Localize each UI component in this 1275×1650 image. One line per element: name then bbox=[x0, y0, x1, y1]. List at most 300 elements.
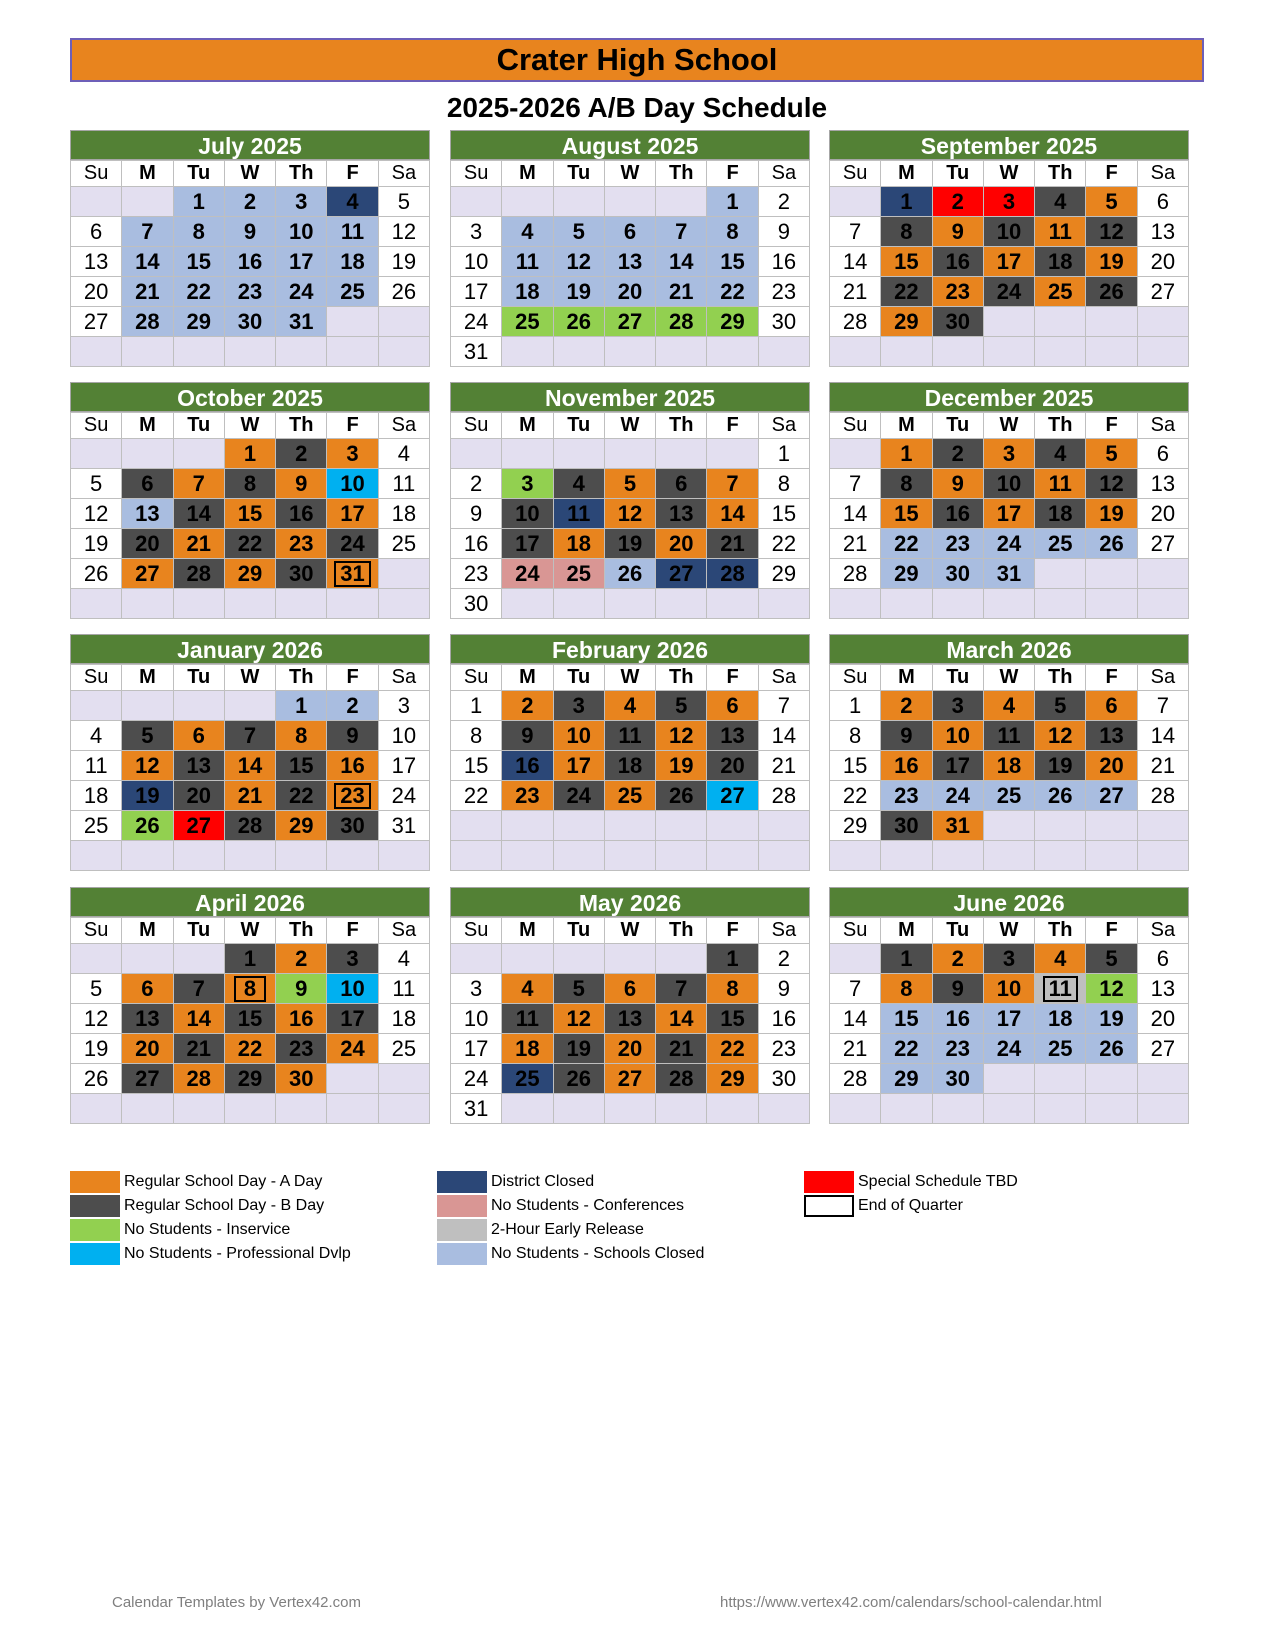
day-cell: 19 bbox=[1035, 751, 1086, 781]
legend-label: 2-Hour Early Release bbox=[491, 1221, 644, 1238]
day-cell: 12 bbox=[1086, 469, 1137, 499]
day-cell: 23 bbox=[758, 277, 809, 307]
day-cell: 4 bbox=[378, 944, 429, 974]
empty-cell bbox=[758, 841, 809, 871]
empty-cell bbox=[224, 337, 275, 367]
empty-cell bbox=[707, 841, 758, 871]
weekday-header: M bbox=[881, 665, 932, 691]
empty-cell bbox=[656, 944, 707, 974]
day-cell: 6 bbox=[1137, 944, 1188, 974]
month-title: June 2026 bbox=[829, 887, 1189, 917]
day-cell: 9 bbox=[881, 721, 932, 751]
school-name: Crater High School bbox=[496, 42, 778, 77]
day-cell: 29 bbox=[224, 559, 275, 589]
weekday-header: F bbox=[1086, 413, 1137, 439]
day-cell: 28 bbox=[758, 781, 809, 811]
empty-cell bbox=[1137, 589, 1188, 619]
weekday-header: F bbox=[327, 161, 378, 187]
day-cell: 20 bbox=[122, 1034, 173, 1064]
weekday-header: Su bbox=[830, 665, 881, 691]
day-cell: 4 bbox=[604, 691, 655, 721]
weekday-header: F bbox=[327, 918, 378, 944]
empty-cell bbox=[932, 841, 983, 871]
legend-label: No Students - Conferences bbox=[491, 1197, 684, 1214]
day-cell: 22 bbox=[224, 529, 275, 559]
empty-cell bbox=[173, 439, 224, 469]
day-cell: 17 bbox=[327, 499, 378, 529]
day-cell: 27 bbox=[707, 781, 758, 811]
legend-item bbox=[804, 1170, 1164, 1194]
weekday-header: Sa bbox=[1137, 918, 1188, 944]
day-cell: 20 bbox=[1137, 1004, 1188, 1034]
day-cell: 13 bbox=[656, 499, 707, 529]
empty-cell bbox=[983, 337, 1034, 367]
day-cell: 27 bbox=[122, 1064, 173, 1094]
day-cell: 23 bbox=[932, 277, 983, 307]
day-cell: 29 bbox=[276, 811, 327, 841]
day-cell: 12 bbox=[71, 499, 122, 529]
empty-cell bbox=[1086, 1094, 1137, 1124]
day-cell: 3 bbox=[983, 944, 1034, 974]
day-cell: 18 bbox=[553, 529, 604, 559]
day-cell: 30 bbox=[327, 811, 378, 841]
day-cell: 15 bbox=[881, 247, 932, 277]
empty-cell bbox=[1137, 811, 1188, 841]
day-cell: 28 bbox=[830, 559, 881, 589]
day-cell: 31 bbox=[451, 337, 502, 367]
weekday-header: Tu bbox=[932, 665, 983, 691]
day-cell: 28 bbox=[1137, 781, 1188, 811]
day-cell: 11 bbox=[1035, 974, 1086, 1004]
day-cell: 3 bbox=[276, 187, 327, 217]
month-title: April 2026 bbox=[70, 887, 430, 917]
day-cell: 29 bbox=[758, 559, 809, 589]
legend-item bbox=[70, 1170, 430, 1194]
day-cell: 13 bbox=[122, 499, 173, 529]
day-cell: 31 bbox=[983, 559, 1034, 589]
day-cell: 17 bbox=[932, 751, 983, 781]
weekday-header: Sa bbox=[1137, 665, 1188, 691]
empty-cell bbox=[451, 841, 502, 871]
day-cell: 8 bbox=[707, 217, 758, 247]
empty-cell bbox=[604, 944, 655, 974]
day-cell: 2 bbox=[881, 691, 932, 721]
day-cell: 14 bbox=[830, 499, 881, 529]
empty-cell bbox=[656, 811, 707, 841]
day-cell: 10 bbox=[932, 721, 983, 751]
empty-cell bbox=[378, 589, 429, 619]
day-cell: 25 bbox=[1035, 529, 1086, 559]
month-grid bbox=[829, 412, 1189, 619]
day-cell: 23 bbox=[502, 781, 553, 811]
day-cell: 6 bbox=[1137, 439, 1188, 469]
empty-cell bbox=[327, 1094, 378, 1124]
day-cell: 15 bbox=[707, 247, 758, 277]
day-cell: 27 bbox=[1137, 1034, 1188, 1064]
day-cell: 19 bbox=[656, 751, 707, 781]
month-grid bbox=[450, 664, 810, 871]
day-cell: 2 bbox=[276, 944, 327, 974]
day-cell: 9 bbox=[502, 721, 553, 751]
day-cell: 29 bbox=[881, 307, 932, 337]
day-cell: 31 bbox=[327, 559, 378, 589]
empty-cell bbox=[881, 841, 932, 871]
weekday-header: Th bbox=[1035, 413, 1086, 439]
weekday-header: M bbox=[502, 413, 553, 439]
month-grid bbox=[450, 412, 810, 619]
empty-cell bbox=[378, 841, 429, 871]
empty-cell bbox=[71, 691, 122, 721]
empty-cell bbox=[604, 811, 655, 841]
day-cell: 11 bbox=[1035, 469, 1086, 499]
day-cell: 7 bbox=[758, 691, 809, 721]
day-cell: 5 bbox=[378, 187, 429, 217]
day-cell: 21 bbox=[173, 1034, 224, 1064]
empty-cell bbox=[1035, 589, 1086, 619]
month-calendar bbox=[70, 634, 430, 871]
legend-swatch bbox=[437, 1171, 487, 1193]
empty-cell bbox=[327, 307, 378, 337]
day-cell: 26 bbox=[1035, 781, 1086, 811]
weekday-header: M bbox=[122, 665, 173, 691]
weekday-header: W bbox=[224, 665, 275, 691]
empty-cell bbox=[656, 1094, 707, 1124]
month-calendar bbox=[829, 887, 1189, 1124]
weekday-header: Th bbox=[1035, 665, 1086, 691]
weekday-header: Su bbox=[71, 413, 122, 439]
empty-cell bbox=[122, 691, 173, 721]
day-cell: 25 bbox=[327, 277, 378, 307]
day-cell: 13 bbox=[173, 751, 224, 781]
day-cell: 26 bbox=[71, 559, 122, 589]
weekday-header: W bbox=[604, 161, 655, 187]
weekday-header: F bbox=[327, 665, 378, 691]
day-cell: 19 bbox=[71, 529, 122, 559]
day-cell: 15 bbox=[173, 247, 224, 277]
day-cell: 12 bbox=[71, 1004, 122, 1034]
day-cell: 20 bbox=[1137, 247, 1188, 277]
weekday-header: M bbox=[122, 918, 173, 944]
empty-cell bbox=[604, 841, 655, 871]
day-cell: 1 bbox=[881, 187, 932, 217]
day-cell: 8 bbox=[224, 469, 275, 499]
empty-cell bbox=[71, 337, 122, 367]
day-cell: 20 bbox=[71, 277, 122, 307]
empty-cell bbox=[707, 811, 758, 841]
day-cell: 27 bbox=[604, 1064, 655, 1094]
day-cell: 2 bbox=[327, 691, 378, 721]
legend-swatch bbox=[804, 1195, 854, 1217]
footer-credit: Calendar Templates by Vertex42.com bbox=[112, 1594, 362, 1611]
day-cell: 24 bbox=[276, 277, 327, 307]
legend-column-1 bbox=[70, 1170, 430, 1266]
day-cell: 14 bbox=[1137, 721, 1188, 751]
weekday-header: Tu bbox=[553, 665, 604, 691]
empty-cell bbox=[1137, 559, 1188, 589]
empty-cell bbox=[224, 589, 275, 619]
empty-cell bbox=[1086, 337, 1137, 367]
month-title: January 2026 bbox=[70, 634, 430, 664]
day-cell: 17 bbox=[451, 277, 502, 307]
day-cell: 8 bbox=[830, 721, 881, 751]
day-cell: 18 bbox=[983, 751, 1034, 781]
empty-cell bbox=[276, 589, 327, 619]
weekday-header: M bbox=[502, 918, 553, 944]
day-cell: 2 bbox=[758, 187, 809, 217]
day-cell: 30 bbox=[932, 559, 983, 589]
day-cell: 21 bbox=[830, 1034, 881, 1064]
day-cell: 10 bbox=[276, 217, 327, 247]
day-cell: 14 bbox=[656, 247, 707, 277]
empty-cell bbox=[378, 307, 429, 337]
day-cell: 8 bbox=[881, 217, 932, 247]
empty-cell bbox=[707, 439, 758, 469]
footer-url: https://www.vertex42.com/calendars/school-calendar.html bbox=[720, 1594, 1102, 1611]
empty-cell bbox=[1137, 337, 1188, 367]
day-cell: 28 bbox=[656, 307, 707, 337]
weekday-header: F bbox=[1086, 918, 1137, 944]
weekday-header: W bbox=[983, 413, 1034, 439]
empty-cell bbox=[604, 337, 655, 367]
month-grid bbox=[450, 917, 810, 1124]
weekday-header: Su bbox=[451, 161, 502, 187]
day-cell: 31 bbox=[451, 1094, 502, 1124]
day-cell: 14 bbox=[656, 1004, 707, 1034]
month-title: July 2025 bbox=[70, 130, 430, 160]
weekday-header: W bbox=[224, 161, 275, 187]
empty-cell bbox=[451, 811, 502, 841]
day-cell: 6 bbox=[173, 721, 224, 751]
legend-swatch bbox=[437, 1243, 487, 1265]
day-cell: 28 bbox=[656, 1064, 707, 1094]
empty-cell bbox=[502, 187, 553, 217]
day-cell: 30 bbox=[932, 307, 983, 337]
empty-cell bbox=[881, 337, 932, 367]
day-cell: 26 bbox=[122, 811, 173, 841]
day-cell: 9 bbox=[758, 974, 809, 1004]
day-cell: 2 bbox=[451, 469, 502, 499]
weekday-header: Tu bbox=[173, 665, 224, 691]
weekday-header: Su bbox=[451, 918, 502, 944]
empty-cell bbox=[502, 1094, 553, 1124]
day-cell: 18 bbox=[502, 277, 553, 307]
day-cell: 17 bbox=[553, 751, 604, 781]
day-cell: 3 bbox=[451, 974, 502, 1004]
weekday-header: W bbox=[604, 918, 655, 944]
day-cell: 23 bbox=[276, 1034, 327, 1064]
empty-cell bbox=[553, 944, 604, 974]
day-cell: 12 bbox=[378, 217, 429, 247]
empty-cell bbox=[1086, 811, 1137, 841]
day-cell: 11 bbox=[553, 499, 604, 529]
day-cell: 4 bbox=[1035, 944, 1086, 974]
day-cell: 25 bbox=[378, 529, 429, 559]
day-cell: 7 bbox=[122, 217, 173, 247]
weekday-header: Sa bbox=[758, 665, 809, 691]
day-cell: 17 bbox=[327, 1004, 378, 1034]
day-cell: 12 bbox=[553, 1004, 604, 1034]
month-calendar bbox=[450, 130, 810, 367]
day-cell: 11 bbox=[71, 751, 122, 781]
day-cell: 29 bbox=[881, 1064, 932, 1094]
weekday-header: W bbox=[224, 413, 275, 439]
day-cell: 26 bbox=[553, 1064, 604, 1094]
day-cell: 30 bbox=[758, 307, 809, 337]
day-cell: 21 bbox=[122, 277, 173, 307]
empty-cell bbox=[881, 589, 932, 619]
legend-swatch bbox=[437, 1195, 487, 1217]
empty-cell bbox=[1035, 337, 1086, 367]
day-cell: 21 bbox=[830, 529, 881, 559]
day-cell: 23 bbox=[932, 529, 983, 559]
day-cell: 24 bbox=[327, 529, 378, 559]
day-cell: 8 bbox=[173, 217, 224, 247]
day-cell: 7 bbox=[830, 469, 881, 499]
empty-cell bbox=[224, 1094, 275, 1124]
day-cell: 26 bbox=[378, 277, 429, 307]
day-cell: 12 bbox=[1035, 721, 1086, 751]
empty-cell bbox=[553, 589, 604, 619]
day-cell: 27 bbox=[1137, 277, 1188, 307]
day-cell: 1 bbox=[451, 691, 502, 721]
day-cell: 6 bbox=[1086, 691, 1137, 721]
empty-cell bbox=[758, 589, 809, 619]
weekday-header: Su bbox=[451, 665, 502, 691]
empty-cell bbox=[830, 439, 881, 469]
day-cell: 25 bbox=[378, 1034, 429, 1064]
day-cell: 22 bbox=[881, 1034, 932, 1064]
weekday-header: Su bbox=[830, 413, 881, 439]
weekday-header: Th bbox=[276, 665, 327, 691]
empty-cell bbox=[173, 1094, 224, 1124]
day-cell: 23 bbox=[881, 781, 932, 811]
weekday-header: F bbox=[327, 413, 378, 439]
weekday-header: Su bbox=[830, 161, 881, 187]
empty-cell bbox=[502, 811, 553, 841]
empty-cell bbox=[502, 589, 553, 619]
day-cell: 29 bbox=[224, 1064, 275, 1094]
day-cell: 27 bbox=[1086, 781, 1137, 811]
day-cell: 9 bbox=[932, 217, 983, 247]
day-cell: 19 bbox=[604, 529, 655, 559]
month-grid bbox=[450, 160, 810, 367]
weekday-header: W bbox=[983, 665, 1034, 691]
day-cell: 7 bbox=[830, 217, 881, 247]
empty-cell bbox=[758, 337, 809, 367]
day-cell: 7 bbox=[707, 469, 758, 499]
day-cell: 9 bbox=[327, 721, 378, 751]
legend-label: Regular School Day - B Day bbox=[124, 1197, 325, 1214]
day-cell: 5 bbox=[1086, 439, 1137, 469]
day-cell: 2 bbox=[502, 691, 553, 721]
day-cell: 19 bbox=[71, 1034, 122, 1064]
weekday-header: M bbox=[881, 161, 932, 187]
day-cell: 18 bbox=[1035, 1004, 1086, 1034]
weekday-header: Su bbox=[71, 161, 122, 187]
day-cell: 22 bbox=[707, 1034, 758, 1064]
legend-swatch bbox=[70, 1195, 120, 1217]
day-cell: 29 bbox=[881, 559, 932, 589]
empty-cell bbox=[122, 1094, 173, 1124]
empty-cell bbox=[71, 944, 122, 974]
month-title: August 2025 bbox=[450, 130, 810, 160]
legend-swatch bbox=[70, 1171, 120, 1193]
empty-cell bbox=[122, 944, 173, 974]
day-cell: 7 bbox=[173, 974, 224, 1004]
empty-cell bbox=[983, 1094, 1034, 1124]
day-cell: 15 bbox=[758, 499, 809, 529]
day-cell: 26 bbox=[553, 307, 604, 337]
empty-cell bbox=[604, 187, 655, 217]
day-cell: 16 bbox=[881, 751, 932, 781]
empty-cell bbox=[122, 439, 173, 469]
day-cell: 24 bbox=[327, 1034, 378, 1064]
weekday-header: Su bbox=[451, 413, 502, 439]
day-cell: 6 bbox=[604, 974, 655, 1004]
weekday-header: Sa bbox=[1137, 413, 1188, 439]
day-cell: 20 bbox=[656, 529, 707, 559]
empty-cell bbox=[604, 1094, 655, 1124]
day-cell: 5 bbox=[553, 217, 604, 247]
day-cell: 16 bbox=[502, 751, 553, 781]
empty-cell bbox=[502, 841, 553, 871]
empty-cell bbox=[173, 589, 224, 619]
empty-cell bbox=[604, 439, 655, 469]
day-cell: 4 bbox=[983, 691, 1034, 721]
day-cell: 29 bbox=[707, 1064, 758, 1094]
day-cell: 15 bbox=[224, 1004, 275, 1034]
month-grid bbox=[70, 412, 430, 619]
empty-cell bbox=[1086, 841, 1137, 871]
weekday-header: Tu bbox=[932, 413, 983, 439]
empty-cell bbox=[173, 944, 224, 974]
day-cell: 24 bbox=[983, 1034, 1034, 1064]
day-cell: 28 bbox=[122, 307, 173, 337]
empty-cell bbox=[830, 841, 881, 871]
day-cell: 24 bbox=[553, 781, 604, 811]
empty-cell bbox=[71, 589, 122, 619]
day-cell: 23 bbox=[758, 1034, 809, 1064]
empty-cell bbox=[71, 439, 122, 469]
empty-cell bbox=[707, 337, 758, 367]
weekday-header: F bbox=[1086, 665, 1137, 691]
day-cell: 11 bbox=[604, 721, 655, 751]
day-cell: 18 bbox=[378, 1004, 429, 1034]
day-cell: 1 bbox=[224, 439, 275, 469]
day-cell: 23 bbox=[224, 277, 275, 307]
day-cell: 12 bbox=[604, 499, 655, 529]
weekday-header: Th bbox=[276, 413, 327, 439]
empty-cell bbox=[502, 337, 553, 367]
day-cell: 22 bbox=[707, 277, 758, 307]
day-cell: 14 bbox=[707, 499, 758, 529]
empty-cell bbox=[983, 811, 1034, 841]
day-cell: 27 bbox=[1137, 529, 1188, 559]
day-cell: 3 bbox=[932, 691, 983, 721]
month-title: May 2026 bbox=[450, 887, 810, 917]
day-cell: 11 bbox=[327, 217, 378, 247]
day-cell: 5 bbox=[1086, 944, 1137, 974]
weekday-header: M bbox=[502, 161, 553, 187]
weekday-header: M bbox=[122, 161, 173, 187]
day-cell: 22 bbox=[224, 1034, 275, 1064]
day-cell: 23 bbox=[451, 559, 502, 589]
day-cell: 28 bbox=[173, 1064, 224, 1094]
empty-cell bbox=[1035, 841, 1086, 871]
day-cell: 25 bbox=[502, 1064, 553, 1094]
day-cell: 1 bbox=[224, 944, 275, 974]
day-cell: 25 bbox=[502, 307, 553, 337]
